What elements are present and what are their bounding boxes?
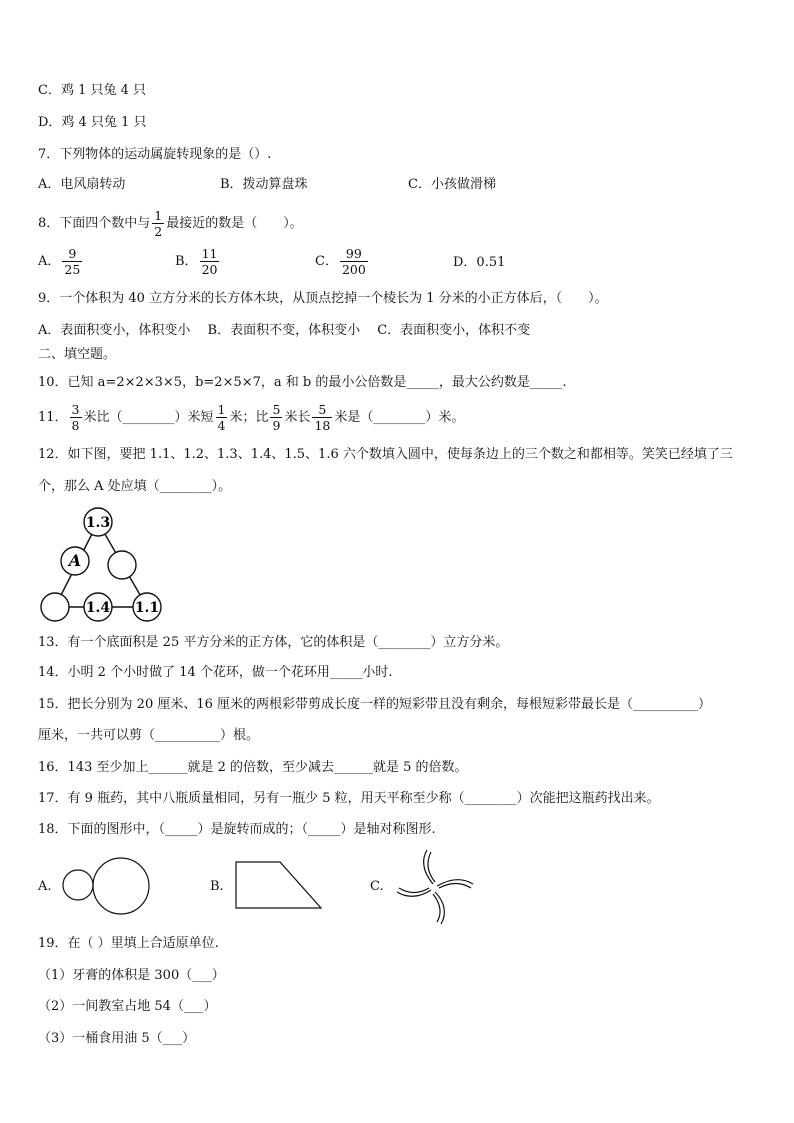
q19-stem: 19．在（ ）里填上合适原单位.: [38, 936, 219, 951]
q10-text: 10．已知 a=2×2×3×5，b=2×5×7，a 和 b 的最小公倍数是_____，最大公约数是_____.: [38, 375, 567, 390]
q15-line2: 厘米，一共可以剪（__________）根。: [38, 728, 260, 743]
label-bottom-right: 1.1: [134, 600, 160, 616]
label-top: 1.3: [85, 515, 111, 531]
circle-right-mid: [108, 551, 136, 579]
q15-line1: 15．把长分别为 20 厘米、16 厘米的两根彩带剪成长度一样的短彩带且没有剩余，每根短彩带最长是（__________）: [38, 697, 712, 712]
q9-stem: 9．一个体积为 40 立方分米的长方体木块，从顶点挖掉一个棱长为 1 分米的小正方体后，（ ）。: [38, 291, 608, 306]
q14-text: 14．小明 2 个小时做了 14 个花环，做一个花环用_____小时.: [38, 665, 393, 680]
q8-option-c: C． $\frac{99}{200}$: [315, 246, 366, 277]
q7-stem: 7．下列物体的运动属旋转现象的是（）.: [38, 147, 272, 162]
q6-option-d: D．鸡 4 只兔 1 只: [38, 115, 147, 130]
q7-option-b: B．拨动算盘珠: [220, 177, 308, 192]
circle-bottom-left: [41, 593, 69, 621]
q18-label-a: A.: [38, 879, 52, 894]
q11-text: 11． $\frac{3}{8}$ 米比（________）米短 $\frac{1}{4}$ 米；比 $\frac{5}{9}$ 米长 $\frac{5}{18}$ 米是（________）米。: [38, 402, 465, 433]
q18-figure-c-pinwheel: [393, 848, 477, 928]
q7-option-c: C．小孩做滑梯: [408, 177, 496, 192]
fraction-one-half: $\frac{1}{2}$: [154, 208, 163, 239]
q17-text: 17．有 9 瓶药，其中八瓶质量相同，另有一瓶少 5 粒，用天平称至少称（________）次能把这瓶药找出来。: [38, 791, 660, 806]
q7-option-a: A．电风扇转动: [38, 177, 126, 192]
q18-label-b: B.: [210, 879, 224, 894]
q8-option-b: B． $\frac{11}{20}$: [175, 246, 218, 277]
q6-option-c: C．鸡 1 只兔 4 只: [38, 83, 147, 98]
q16-text: 16．143 至少加上______就是 2 的倍数，至少减去______就是 5 的倍数。: [38, 760, 468, 775]
label-a: A: [68, 551, 82, 570]
section-heading-fill-in: 二、填空题。: [38, 347, 117, 362]
q8-stem: 8．下面四个数中与 $\frac{1}{2}$ 最接近的数是（ ）。: [38, 208, 303, 239]
q12-line2: 个，那么 A 处应填（________）。: [38, 479, 232, 494]
q12-line1: 12．如下图，要把 1.1、1.2、1.3、1.4、1.5、1.6 六个数填入圆中，使每条边上的三个数之和都相等。笑笑已经填了三: [38, 447, 733, 462]
q19-item-3: （3）一桶食用油 5（___）: [38, 1031, 196, 1046]
q8-option-a: A． $\frac{9}{25}$: [38, 246, 81, 277]
q9-options: A．表面积变小，体积变小 B．表面积不变，体积变小 C．表面积变小，体积不变: [38, 323, 531, 338]
q8-option-d: D．0.51: [453, 255, 506, 270]
q18-figure-b-trapezoid: [234, 858, 324, 912]
q18-stem: 18．下面的图形中，（_____）是旋转而成的；（_____）是轴对称图形.: [38, 822, 436, 837]
q18-figure-a-circles: [60, 856, 152, 920]
q19-item-1: （1）牙膏的体积是 300（___）: [38, 968, 225, 983]
q18-label-c: C.: [370, 879, 384, 894]
q19-item-2: （2）一间教室占地 54（___）: [38, 999, 217, 1014]
q12-triangle-diagram: [34, 506, 166, 626]
q13-text: 13．有一个底面积是 25 平方分米的正方体，它的体积是（________）立方分米。: [38, 635, 509, 650]
label-bottom-mid: 1.4: [85, 600, 111, 616]
